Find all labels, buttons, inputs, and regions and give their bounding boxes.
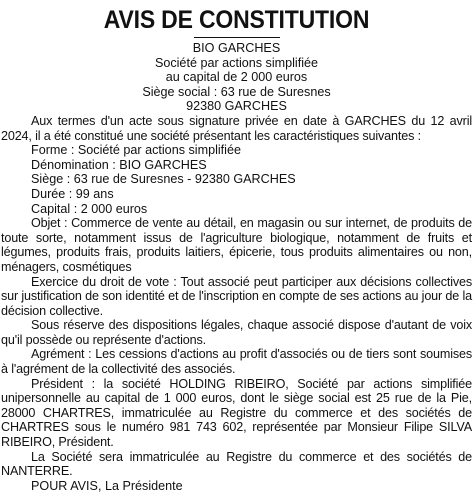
company-head-office: Siège social : 63 rue de Suresnes (142, 84, 331, 99)
votes-paragraph: Sous réserve des dispositions légales, chaque associé dispose d'autant de voix qu'il possède ou représente d'actions. (1, 318, 472, 347)
company-type: Société par actions simplifiée (154, 55, 319, 70)
president-paragraph: Président : la société HOLDING RIBEIRO, Société par actions simplifiée unipersonnelle au capital de 1 000 euros, dont le siège social est 25 rue de la Pie, 28000 CHARTRES, immatriculée au Registre du commerce et des sociétés de CHARTRES sous le numéro 981 743 602, représentée par Monsieur Filipe SILVA RIBEIRO, Président. (1, 376, 472, 450)
notice-body (1, 114, 472, 493)
field-form: Forme : Société par actions simplifiée (31, 143, 241, 158)
object-paragraph: Objet : Commerce de vente au détail, en magasin ou sur internet, de produits de toute sorte, notamment issus de l'agriculture biologique, notamment de fruits et légumes, produits frais, produits laitiers, épicerie, tous produits alimentaires ou non, ménagers, cosmétiques (1, 216, 472, 274)
field-seat: Siège : 63 rue de Suresnes - 92380 GARCHES (31, 172, 296, 187)
company-capital: au capital de 2 000 euros (165, 70, 308, 85)
intro-paragraph: Aux termes d'un acte sous signature privée en date à GARCHES du 12 avril 2024, il a été constitué une société présentant les caractéristiques suivantes : (1, 113, 472, 143)
company-postal-city: 92380 GARCHES (186, 99, 287, 114)
signature-line: POUR AVIS, La Présidente (31, 478, 183, 493)
registration-paragraph: La Société sera immatriculée au Registre du commerce et des sociétés de NANTERRE. (1, 449, 472, 479)
title-divider (194, 37, 280, 38)
field-denomination: Dénomination : BIO GARCHES (31, 157, 207, 172)
notice-title: AVIS DE CONSTITUTION (103, 6, 370, 34)
company-name: BIO GARCHES (192, 41, 281, 55)
approval-paragraph: Agrément : Les cessions d'actions au profit d'associés ou de tiers sont soumises à l'agrément de la collectivité des associés. (1, 347, 472, 377)
voting-rights-paragraph: Exercice du droit de vote : Tout associé peut participer aux décisions collectives sur justification de son identité et de l'inscription en compte de ses actions au jour de la décision collective. (1, 274, 472, 318)
field-duration: Durée : 99 ans (31, 186, 114, 201)
field-capital: Capital : 2 000 euros (31, 201, 148, 216)
company-header (1, 41, 472, 114)
